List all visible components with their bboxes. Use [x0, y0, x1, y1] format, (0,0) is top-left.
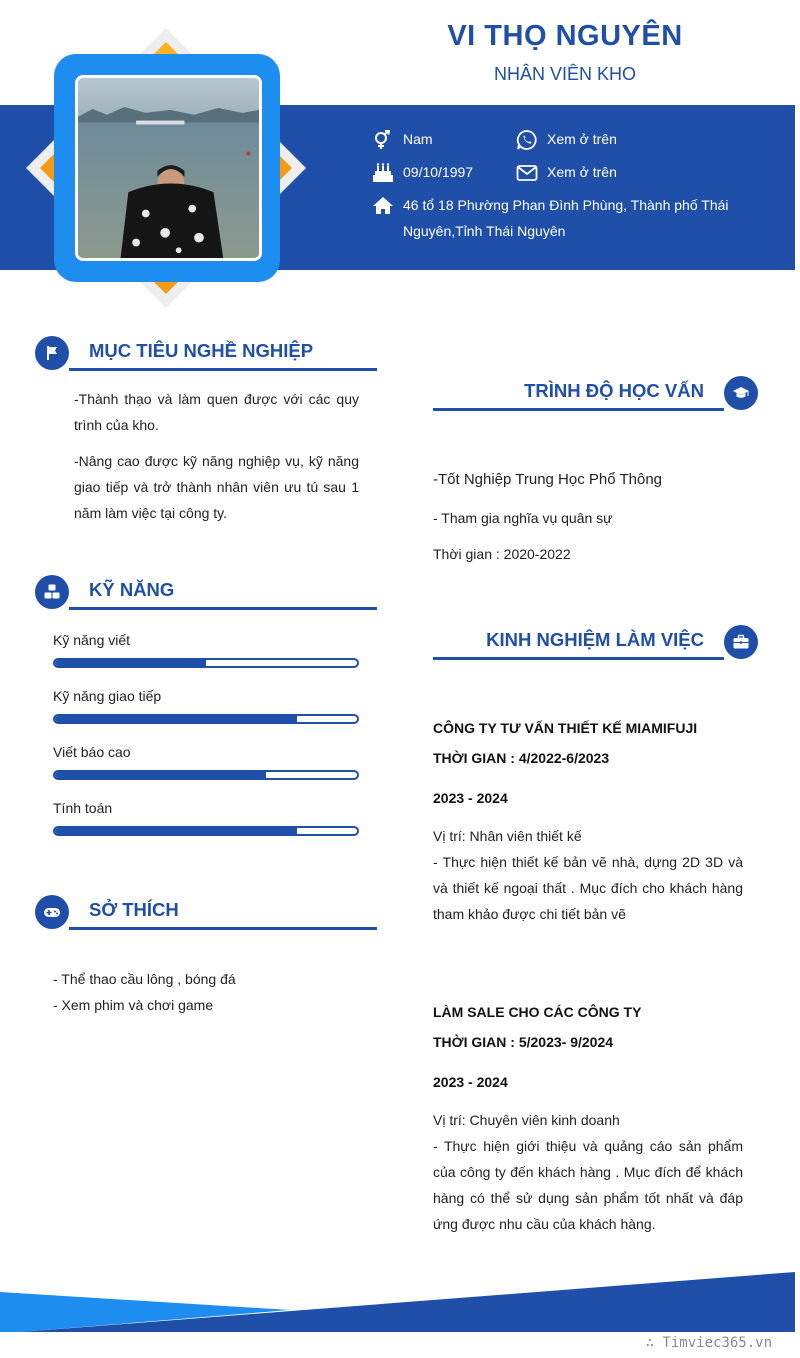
- job-company: CÔNG TY TƯ VẤN THIẾT KẾ MIAMIFUJI: [433, 720, 698, 736]
- objective-paragraph-1: -Thành thạo và làm quen được với các quy trình của kho.: [74, 391, 359, 433]
- skill-bar-fill: [55, 772, 266, 778]
- job-period: THỜI GIAN : 4/2022-6/2023: [433, 750, 610, 766]
- skill-bar-fill: [55, 716, 297, 722]
- flag-icon: [35, 336, 69, 370]
- skill-bar: [53, 770, 359, 780]
- address-row: [372, 196, 732, 244]
- education-line: -Tốt Nghiệp Trung Học Phổ Thông: [433, 471, 663, 488]
- hobbies-header: [35, 895, 377, 931]
- watermark: ∴ Timviec365.vn: [645, 1335, 772, 1351]
- birthday-row: [372, 163, 473, 185]
- skill-bar-fill: [55, 660, 206, 666]
- skill-label: Tính toán: [53, 800, 113, 816]
- envelope-icon: [516, 163, 538, 183]
- job-position: Vị trí: Nhân viên thiết kế: [433, 828, 582, 844]
- skill-label: Kỹ năng giao tiếp: [53, 688, 162, 704]
- home-icon: [372, 196, 394, 216]
- phone-row: [516, 130, 617, 152]
- job-years: 2023 - 2024: [433, 1074, 508, 1090]
- job-description: - Thực hiện thiết kế bản vẽ nhà, dựng 2D 3D và và thiết kế ngoại thất . Mục đích cho khách hàng tham khảo được chi tiết bản vẽ: [433, 854, 743, 922]
- gamepad-icon: [35, 895, 69, 929]
- footer-decoration: [0, 1270, 800, 1334]
- experience-underline: [433, 657, 724, 660]
- experience-header: [433, 625, 758, 661]
- skill-bar: [53, 826, 359, 836]
- objective-paragraph-2: -Nâng cao được kỹ năng nghiệp vụ, kỹ năng giao tiếp và trở thành nhân viên ưu tú sau 1 năm làm việc tại công ty.: [74, 453, 359, 521]
- skill-bar-fill: [55, 828, 297, 834]
- objective-underline: [69, 368, 377, 371]
- cubes-icon: [35, 575, 69, 609]
- education-header: [433, 376, 758, 412]
- job-period: THỜI GIAN : 5/2023- 9/2024: [433, 1034, 614, 1050]
- education-line: Thời gian : 2020-2022: [433, 546, 571, 562]
- skill-label: Viết báo cao: [53, 744, 131, 760]
- phone-value: Xem ở trên: [547, 131, 617, 147]
- skill-bar: [53, 658, 359, 668]
- email-value: Xem ở trên: [547, 164, 617, 180]
- hobby-item: - Thể thao cầu lông , bóng đá: [53, 971, 236, 987]
- education-underline: [433, 408, 724, 411]
- hobbies-title: SỞ THÍCH: [89, 899, 179, 920]
- gender-icon: [372, 130, 394, 150]
- job-description: - Thực hiện giới thiệu và quảng cáo sản phẩm của công ty đến khách hàng . Mục đích để khách hàng có thể sử dụng sản phẩm tốt nhất và đáp ứng được nhu cầu của khách hàng.: [433, 1138, 743, 1232]
- cake-icon: [372, 163, 394, 183]
- job-title: NHÂN VIÊN KHO: [493, 64, 637, 84]
- job-position: Vị trí: Chuyên viên kinh doanh: [433, 1112, 620, 1128]
- experience-title: KINH NGHIỆM LÀM VIỆC: [486, 629, 704, 650]
- gender-value: Nam: [403, 131, 433, 147]
- job-company: LÀM SALE CHO CÁC CÔNG TY: [433, 1004, 642, 1020]
- address-value: 46 tổ 18 Phường Phan Đình Phùng, Thành phố Thái Nguyên,Tỉnh Thái Nguyên: [403, 197, 729, 239]
- skills-header: [35, 575, 377, 611]
- education-title: TRÌNH ĐỘ HỌC VẤN: [524, 380, 704, 401]
- skill-label: Kỹ năng viết: [53, 632, 131, 648]
- hobbies-underline: [69, 927, 377, 930]
- candidate-name: VI THỌ NGUYÊN: [447, 20, 683, 52]
- whatsapp-icon: [516, 130, 538, 150]
- briefcase-icon: [724, 625, 758, 659]
- skills-underline: [69, 607, 377, 610]
- skill-bar: [53, 714, 359, 724]
- profile-photo: [75, 75, 262, 261]
- education-line: - Tham gia nghĩa vụ quân sự: [433, 510, 613, 526]
- hobby-item: - Xem phim và chơi game: [53, 997, 214, 1013]
- skills-title: KỸ NĂNG: [89, 579, 175, 600]
- birthday-value: 09/10/1997: [403, 164, 474, 180]
- graduation-cap-icon: [724, 376, 758, 410]
- objective-title: MỤC TIÊU NGHỀ NGHIỆP: [89, 340, 314, 361]
- gender-row: [372, 130, 433, 152]
- objective-header: [35, 336, 377, 372]
- email-row: [516, 163, 617, 185]
- job-years: 2023 - 2024: [433, 790, 508, 806]
